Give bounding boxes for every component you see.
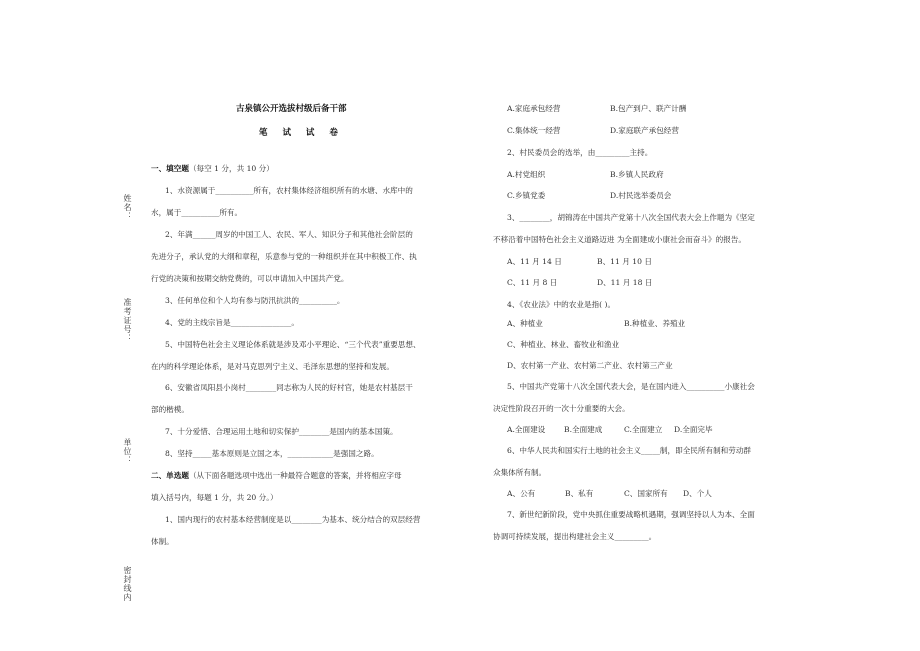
question-line: 决定性阶段召开的一次十分重要的大会。 xyxy=(493,404,630,413)
option: A.全面建设 xyxy=(507,425,546,434)
option: D、个人 xyxy=(683,489,712,498)
question-line: 部的楷模。 xyxy=(151,405,189,414)
section-title: 一、填空题 xyxy=(151,164,189,173)
question-line: 3、________，胡锦涛在中国共产党第十八次全国代表大会上作题为《坚定 xyxy=(507,213,755,222)
section-note: （每空 1 分，共 10 分） xyxy=(188,164,274,173)
option: B、11 月 10 日 xyxy=(597,257,652,266)
question-line: 2、村民委员会的选举，由_________主持。 xyxy=(507,148,653,157)
question-line: 7、十分爱惜、合理运用土地和切实保护________是国内的基本国策。 xyxy=(165,427,398,436)
question-line: 协调可持续发展，提出构建社会主义_________。 xyxy=(493,532,657,541)
question-line: 2、年满______周岁的中国工人、农民、军人、知识分子和其他社会阶层的 xyxy=(165,230,413,239)
section-note: （从下面各题选项中选出一种最符合题意的答案，并将相应字母 xyxy=(188,471,402,480)
option: B.包产到户、联产计酬 xyxy=(610,104,687,113)
option: B.全面建成 xyxy=(564,425,603,434)
option: D.村民选举委员会 xyxy=(610,191,672,200)
question-line: 众集体所有制。 xyxy=(493,468,547,477)
exam-subtitle: 笔 试 试 卷 xyxy=(259,128,344,138)
option: C、种植业、林业、畜牧业和渔业 xyxy=(507,340,620,349)
section-single-choice-heading xyxy=(151,470,402,481)
option: C.全面建立 xyxy=(624,425,663,434)
question-line: 填入括号内，每题 1 分，共 20 分。） xyxy=(151,493,278,502)
option: B、私有 xyxy=(565,489,594,498)
option: D、农村第一产业、农村第二产业、农村第三产业 xyxy=(507,361,673,370)
question-line: 水，属于__________所有。 xyxy=(151,208,243,217)
option: C.乡镇党委 xyxy=(507,191,546,200)
option: D、11 月 18 日 xyxy=(597,278,653,287)
question-line: 4、《农业法》中的农业是指( )。 xyxy=(507,300,616,309)
option: B.乡镇人民政府 xyxy=(610,170,664,179)
sealing-line-label: 密封线内 xyxy=(123,566,132,602)
question-line: 5、中国共产党第十八次全国代表大会，是在国内进入__________小康社会 xyxy=(507,382,755,391)
id-number-label: 准考证号： xyxy=(123,298,132,343)
question-line: 4、党的主线宗旨是________________。 xyxy=(165,318,299,327)
option: C、国家所有 xyxy=(624,489,668,498)
question-line: 体制。 xyxy=(151,537,174,546)
exam-title: 古泉镇公开选拔村级后备干部 xyxy=(236,104,347,114)
option: C、11 月 8 日 xyxy=(507,278,558,287)
option: D.家庭联产承包经营 xyxy=(610,126,679,135)
option: A、11 月 14 日 xyxy=(507,257,562,266)
question-line: 1、国内现行的农村基本经营制度是以________为基本、统分结合的双层经营 xyxy=(165,515,421,524)
unit-label: 单位： xyxy=(123,438,132,465)
question-line: 7、新世纪新阶段，党中央抓住重要战略机遇期，强调坚持以人为本、全面 xyxy=(507,510,755,519)
option: A.村党组织 xyxy=(507,170,546,179)
option: A、公有 xyxy=(507,489,536,498)
question-line: 6、安徽省凤阳县小岗村________同志称为人民的好村官，她是农村基层干 xyxy=(165,383,413,392)
question-line: 先进分子，承认党的大纲和章程，乐意参与党的一种组织并在其中积极工作、执 xyxy=(151,252,417,261)
option: D.全面完毕 xyxy=(674,425,713,434)
option: A.家庭承包经营 xyxy=(507,104,561,113)
section-title: 二、单选题 xyxy=(151,471,189,480)
question-line: 1、水资源属于__________所有，农村集体经济组织所有的水塘、水库中的 xyxy=(165,186,413,195)
name-label: 姓名： xyxy=(123,194,132,221)
question-line: 5、中国特色社会主义理论体系就是涉及邓小平理论、“三个代表”重要思想、 xyxy=(165,340,421,349)
question-line: 8、坚持_____基本原则是立国之本，____________是强国之路。 xyxy=(165,449,379,458)
question-line: 在内的科学理论体系，是对马克思列宁主义、毛泽东思想的坚持和发展。 xyxy=(151,362,394,371)
option: C.集体统一经营 xyxy=(507,126,561,135)
section-fill-blank-heading xyxy=(151,163,274,174)
option: A、种植业 xyxy=(507,319,543,328)
question-line: 行党的决策和按期交纳党费的，可以申请加入中国共产党。 xyxy=(151,274,349,283)
option: B.种植业、养殖业 xyxy=(624,319,686,328)
question-line: 3、任何单位和个人均有参与防汛抗洪的__________。 xyxy=(165,296,345,305)
question-line: 不移沿着中国特色社会主义道路迈进 为全面建成小康社会而奋斗》的报告。 xyxy=(493,235,747,244)
question-line: 6、中华人民共和国实行土地的社会主义_____制，即全民所有制和劳动群 xyxy=(507,446,752,455)
